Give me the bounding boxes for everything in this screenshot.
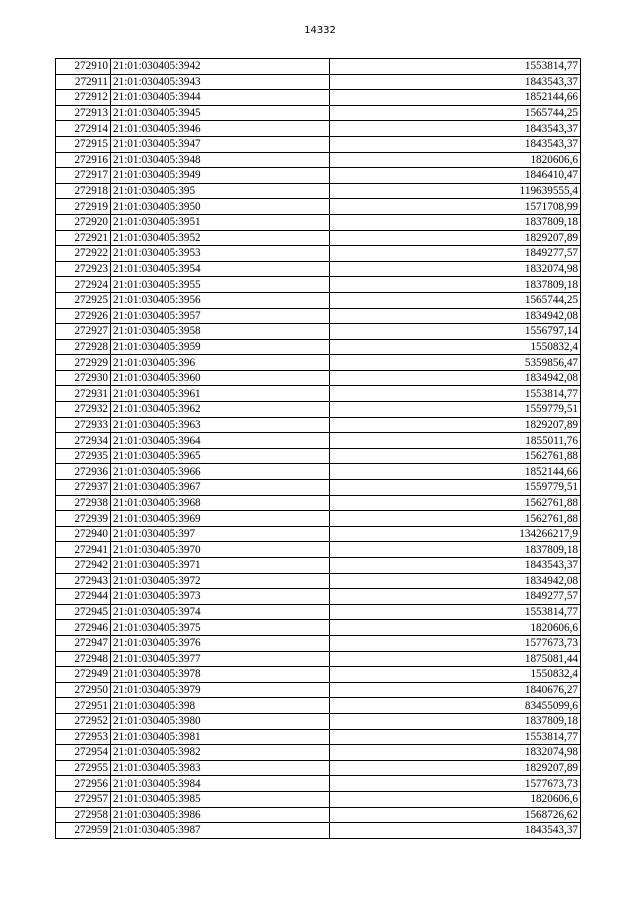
cadastral-number-cell: 21:01:030405:3978 bbox=[111, 667, 330, 683]
value-cell: 5359856,47 bbox=[330, 355, 581, 371]
table-row bbox=[56, 604, 581, 620]
table-row bbox=[56, 168, 581, 184]
cadastral-number-cell: 21:01:030405:3950 bbox=[111, 199, 330, 215]
row-number-cell: 272944 bbox=[56, 589, 111, 605]
row-number-cell: 272914 bbox=[56, 121, 111, 137]
row-number-cell: 272932 bbox=[56, 402, 111, 418]
table-body bbox=[56, 59, 581, 839]
row-number-cell: 272929 bbox=[56, 355, 111, 371]
row-number-cell: 272922 bbox=[56, 246, 111, 262]
row-number-cell: 272959 bbox=[56, 823, 111, 839]
value-cell: 1820606,6 bbox=[330, 791, 581, 807]
value-cell: 134266217,9 bbox=[330, 526, 581, 542]
table-row bbox=[56, 464, 581, 480]
cadastral-number-cell: 21:01:030405:3965 bbox=[111, 448, 330, 464]
cadastral-number-cell: 21:01:030405:3984 bbox=[111, 776, 330, 792]
cadastral-number-cell: 21:01:030405:396 bbox=[111, 355, 330, 371]
cadastral-number-cell: 21:01:030405:3967 bbox=[111, 480, 330, 496]
row-number-cell: 272939 bbox=[56, 511, 111, 527]
value-cell: 1829207,89 bbox=[330, 417, 581, 433]
row-number-cell: 272912 bbox=[56, 90, 111, 106]
table-row bbox=[56, 105, 581, 121]
table-row bbox=[56, 230, 581, 246]
row-number-cell: 272910 bbox=[56, 59, 111, 75]
row-number-cell: 272957 bbox=[56, 791, 111, 807]
value-cell: 1843543,37 bbox=[330, 136, 581, 152]
cadastral-number-cell: 21:01:030405:3972 bbox=[111, 573, 330, 589]
row-number-cell: 272928 bbox=[56, 339, 111, 355]
value-cell: 1837809,18 bbox=[330, 542, 581, 558]
table-row bbox=[56, 573, 581, 589]
row-number-cell: 272917 bbox=[56, 168, 111, 184]
value-cell: 1843543,37 bbox=[330, 74, 581, 90]
value-cell: 1577673,73 bbox=[330, 635, 581, 651]
cadastral-number-cell: 21:01:030405:3983 bbox=[111, 760, 330, 776]
row-number-cell: 272918 bbox=[56, 183, 111, 199]
cadastral-number-cell: 21:01:030405:3985 bbox=[111, 791, 330, 807]
value-cell: 1837809,18 bbox=[330, 214, 581, 230]
table-row bbox=[56, 402, 581, 418]
table-row bbox=[56, 682, 581, 698]
cadastral-number-cell: 21:01:030405:3959 bbox=[111, 339, 330, 355]
row-number-cell: 272952 bbox=[56, 713, 111, 729]
table-row bbox=[56, 277, 581, 293]
table-row bbox=[56, 324, 581, 340]
row-number-cell: 272950 bbox=[56, 682, 111, 698]
value-cell: 1820606,6 bbox=[330, 152, 581, 168]
table-row bbox=[56, 448, 581, 464]
cadastral-number-cell: 21:01:030405:3946 bbox=[111, 121, 330, 137]
table-row bbox=[56, 355, 581, 371]
table-row bbox=[56, 136, 581, 152]
value-cell: 1829207,89 bbox=[330, 760, 581, 776]
cadastral-number-cell: 21:01:030405:3943 bbox=[111, 74, 330, 90]
value-cell: 1553814,77 bbox=[330, 604, 581, 620]
row-number-cell: 272925 bbox=[56, 292, 111, 308]
cadastral-number-cell: 21:01:030405:3974 bbox=[111, 604, 330, 620]
value-cell: 1550832,4 bbox=[330, 339, 581, 355]
value-cell: 1571708,99 bbox=[330, 199, 581, 215]
row-number-cell: 272947 bbox=[56, 635, 111, 651]
cadastral-number-cell: 21:01:030405:3961 bbox=[111, 386, 330, 402]
value-cell: 1565744,25 bbox=[330, 292, 581, 308]
row-number-cell: 272911 bbox=[56, 74, 111, 90]
row-number-cell: 272916 bbox=[56, 152, 111, 168]
table-row bbox=[56, 59, 581, 75]
cadastral-number-cell: 21:01:030405:3986 bbox=[111, 807, 330, 823]
value-cell: 1553814,77 bbox=[330, 729, 581, 745]
cadastral-number-cell: 21:01:030405:3948 bbox=[111, 152, 330, 168]
table-row bbox=[56, 152, 581, 168]
cadastral-number-cell: 21:01:030405:3981 bbox=[111, 729, 330, 745]
table-row bbox=[56, 760, 581, 776]
table-row bbox=[56, 90, 581, 106]
value-cell: 1875081,44 bbox=[330, 651, 581, 667]
cadastral-number-cell: 21:01:030405:3980 bbox=[111, 713, 330, 729]
table-row bbox=[56, 558, 581, 574]
row-number-cell: 272930 bbox=[56, 370, 111, 386]
row-number-cell: 272948 bbox=[56, 651, 111, 667]
table-row bbox=[56, 823, 581, 839]
value-cell: 1550832,4 bbox=[330, 667, 581, 683]
value-cell: 1559779,51 bbox=[330, 480, 581, 496]
value-cell: 1553814,77 bbox=[330, 386, 581, 402]
cadastral-number-cell: 21:01:030405:3951 bbox=[111, 214, 330, 230]
value-cell: 1559779,51 bbox=[330, 402, 581, 418]
row-number-cell: 272913 bbox=[56, 105, 111, 121]
value-cell: 1834942,08 bbox=[330, 370, 581, 386]
row-number-cell: 272919 bbox=[56, 199, 111, 215]
cadastral-number-cell: 21:01:030405:3949 bbox=[111, 168, 330, 184]
row-number-cell: 272931 bbox=[56, 386, 111, 402]
value-cell: 1568726,62 bbox=[330, 807, 581, 823]
table-row bbox=[56, 713, 581, 729]
value-cell: 1834942,08 bbox=[330, 308, 581, 324]
value-cell: 1852144,66 bbox=[330, 464, 581, 480]
table-row bbox=[56, 620, 581, 636]
row-number-cell: 272934 bbox=[56, 433, 111, 449]
value-cell: 1562761,88 bbox=[330, 511, 581, 527]
table-row bbox=[56, 417, 581, 433]
value-cell: 1846410,47 bbox=[330, 168, 581, 184]
cadastral-number-cell: 21:01:030405:3971 bbox=[111, 558, 330, 574]
cadastral-number-cell: 21:01:030405:398 bbox=[111, 698, 330, 714]
row-number-cell: 272941 bbox=[56, 542, 111, 558]
value-cell: 1837809,18 bbox=[330, 713, 581, 729]
cadastral-number-cell: 21:01:030405:3953 bbox=[111, 246, 330, 262]
row-number-cell: 272936 bbox=[56, 464, 111, 480]
cadastral-number-cell: 21:01:030405:3944 bbox=[111, 90, 330, 106]
table-row bbox=[56, 667, 581, 683]
cadastral-value-table bbox=[55, 58, 581, 839]
cadastral-number-cell: 21:01:030405:3962 bbox=[111, 402, 330, 418]
value-cell: 1577673,73 bbox=[330, 776, 581, 792]
cadastral-number-cell: 21:01:030405:3952 bbox=[111, 230, 330, 246]
value-cell: 1562761,88 bbox=[330, 495, 581, 511]
value-cell: 1820606,6 bbox=[330, 620, 581, 636]
value-cell: 1843543,37 bbox=[330, 558, 581, 574]
value-cell: 1843543,37 bbox=[330, 121, 581, 137]
cadastral-number-cell: 21:01:030405:3955 bbox=[111, 277, 330, 293]
value-cell: 1553814,77 bbox=[330, 59, 581, 75]
table-row bbox=[56, 74, 581, 90]
value-cell: 1840676,27 bbox=[330, 682, 581, 698]
cadastral-number-cell: 21:01:030405:3982 bbox=[111, 745, 330, 761]
value-cell: 1829207,89 bbox=[330, 230, 581, 246]
row-number-cell: 272921 bbox=[56, 230, 111, 246]
table-row bbox=[56, 511, 581, 527]
cadastral-number-cell: 21:01:030405:3954 bbox=[111, 261, 330, 277]
row-number-cell: 272938 bbox=[56, 495, 111, 511]
row-number-cell: 272926 bbox=[56, 308, 111, 324]
row-number-cell: 272915 bbox=[56, 136, 111, 152]
row-number-cell: 272954 bbox=[56, 745, 111, 761]
cadastral-number-cell: 21:01:030405:3960 bbox=[111, 370, 330, 386]
cadastral-number-cell: 21:01:030405:3964 bbox=[111, 433, 330, 449]
row-number-cell: 272943 bbox=[56, 573, 111, 589]
table-row bbox=[56, 807, 581, 823]
row-number-cell: 272920 bbox=[56, 214, 111, 230]
cadastral-number-cell: 21:01:030405:3975 bbox=[111, 620, 330, 636]
row-number-cell: 272958 bbox=[56, 807, 111, 823]
row-number-cell: 272946 bbox=[56, 620, 111, 636]
table-row bbox=[56, 480, 581, 496]
table-row bbox=[56, 745, 581, 761]
row-number-cell: 272953 bbox=[56, 729, 111, 745]
cadastral-number-cell: 21:01:030405:3956 bbox=[111, 292, 330, 308]
cadastral-number-cell: 21:01:030405:3973 bbox=[111, 589, 330, 605]
table-row bbox=[56, 495, 581, 511]
row-number-cell: 272949 bbox=[56, 667, 111, 683]
cadastral-number-cell: 21:01:030405:3979 bbox=[111, 682, 330, 698]
table-row bbox=[56, 542, 581, 558]
value-cell: 1849277,57 bbox=[330, 246, 581, 262]
table-row bbox=[56, 698, 581, 714]
cadastral-number-cell: 21:01:030405:3963 bbox=[111, 417, 330, 433]
table-row bbox=[56, 121, 581, 137]
row-number-cell: 272933 bbox=[56, 417, 111, 433]
table-row bbox=[56, 199, 581, 215]
value-cell: 1843543,37 bbox=[330, 823, 581, 839]
value-cell: 1832074,98 bbox=[330, 745, 581, 761]
table-row bbox=[56, 308, 581, 324]
value-cell: 1562761,88 bbox=[330, 448, 581, 464]
table-row bbox=[56, 589, 581, 605]
cadastral-number-cell: 21:01:030405:3945 bbox=[111, 105, 330, 121]
row-number-cell: 272935 bbox=[56, 448, 111, 464]
row-number-cell: 272927 bbox=[56, 324, 111, 340]
row-number-cell: 272945 bbox=[56, 604, 111, 620]
value-cell: 83455099,6 bbox=[330, 698, 581, 714]
cadastral-number-cell: 21:01:030405:3976 bbox=[111, 635, 330, 651]
value-cell: 1834942,08 bbox=[330, 573, 581, 589]
row-number-cell: 272940 bbox=[56, 526, 111, 542]
table-row bbox=[56, 246, 581, 262]
table-row bbox=[56, 635, 581, 651]
table-row bbox=[56, 776, 581, 792]
table-row bbox=[56, 729, 581, 745]
row-number-cell: 272923 bbox=[56, 261, 111, 277]
table-row bbox=[56, 370, 581, 386]
cadastral-number-cell: 21:01:030405:3947 bbox=[111, 136, 330, 152]
cadastral-number-cell: 21:01:030405:3987 bbox=[111, 823, 330, 839]
table-row bbox=[56, 433, 581, 449]
table-row bbox=[56, 651, 581, 667]
row-number-cell: 272955 bbox=[56, 760, 111, 776]
value-cell: 1852144,66 bbox=[330, 90, 581, 106]
value-cell: 1565744,25 bbox=[330, 105, 581, 121]
table-row bbox=[56, 214, 581, 230]
cadastral-number-cell: 21:01:030405:3966 bbox=[111, 464, 330, 480]
cadastral-number-cell: 21:01:030405:3958 bbox=[111, 324, 330, 340]
value-cell: 1556797,14 bbox=[330, 324, 581, 340]
table-row bbox=[56, 386, 581, 402]
value-cell: 1837809,18 bbox=[330, 277, 581, 293]
cadastral-number-cell: 21:01:030405:3968 bbox=[111, 495, 330, 511]
table-row bbox=[56, 183, 581, 199]
cadastral-number-cell: 21:01:030405:3977 bbox=[111, 651, 330, 667]
cadastral-number-cell: 21:01:030405:3969 bbox=[111, 511, 330, 527]
row-number-cell: 272951 bbox=[56, 698, 111, 714]
value-cell: 119639555,4 bbox=[330, 183, 581, 199]
cadastral-number-cell: 21:01:030405:3957 bbox=[111, 308, 330, 324]
cadastral-number-cell: 21:01:030405:395 bbox=[111, 183, 330, 199]
row-number-cell: 272942 bbox=[56, 558, 111, 574]
table-row bbox=[56, 526, 581, 542]
value-cell: 1849277,57 bbox=[330, 589, 581, 605]
table-row bbox=[56, 339, 581, 355]
table-row bbox=[56, 791, 581, 807]
cadastral-number-cell: 21:01:030405:3970 bbox=[111, 542, 330, 558]
page-number: 14332 bbox=[304, 25, 336, 36]
cadastral-number-cell: 21:01:030405:397 bbox=[111, 526, 330, 542]
row-number-cell: 272956 bbox=[56, 776, 111, 792]
value-cell: 1832074,98 bbox=[330, 261, 581, 277]
value-cell: 1855011,76 bbox=[330, 433, 581, 449]
row-number-cell: 272924 bbox=[56, 277, 111, 293]
cadastral-number-cell: 21:01:030405:3942 bbox=[111, 59, 330, 75]
row-number-cell: 272937 bbox=[56, 480, 111, 496]
table-row bbox=[56, 292, 581, 308]
table-row bbox=[56, 261, 581, 277]
